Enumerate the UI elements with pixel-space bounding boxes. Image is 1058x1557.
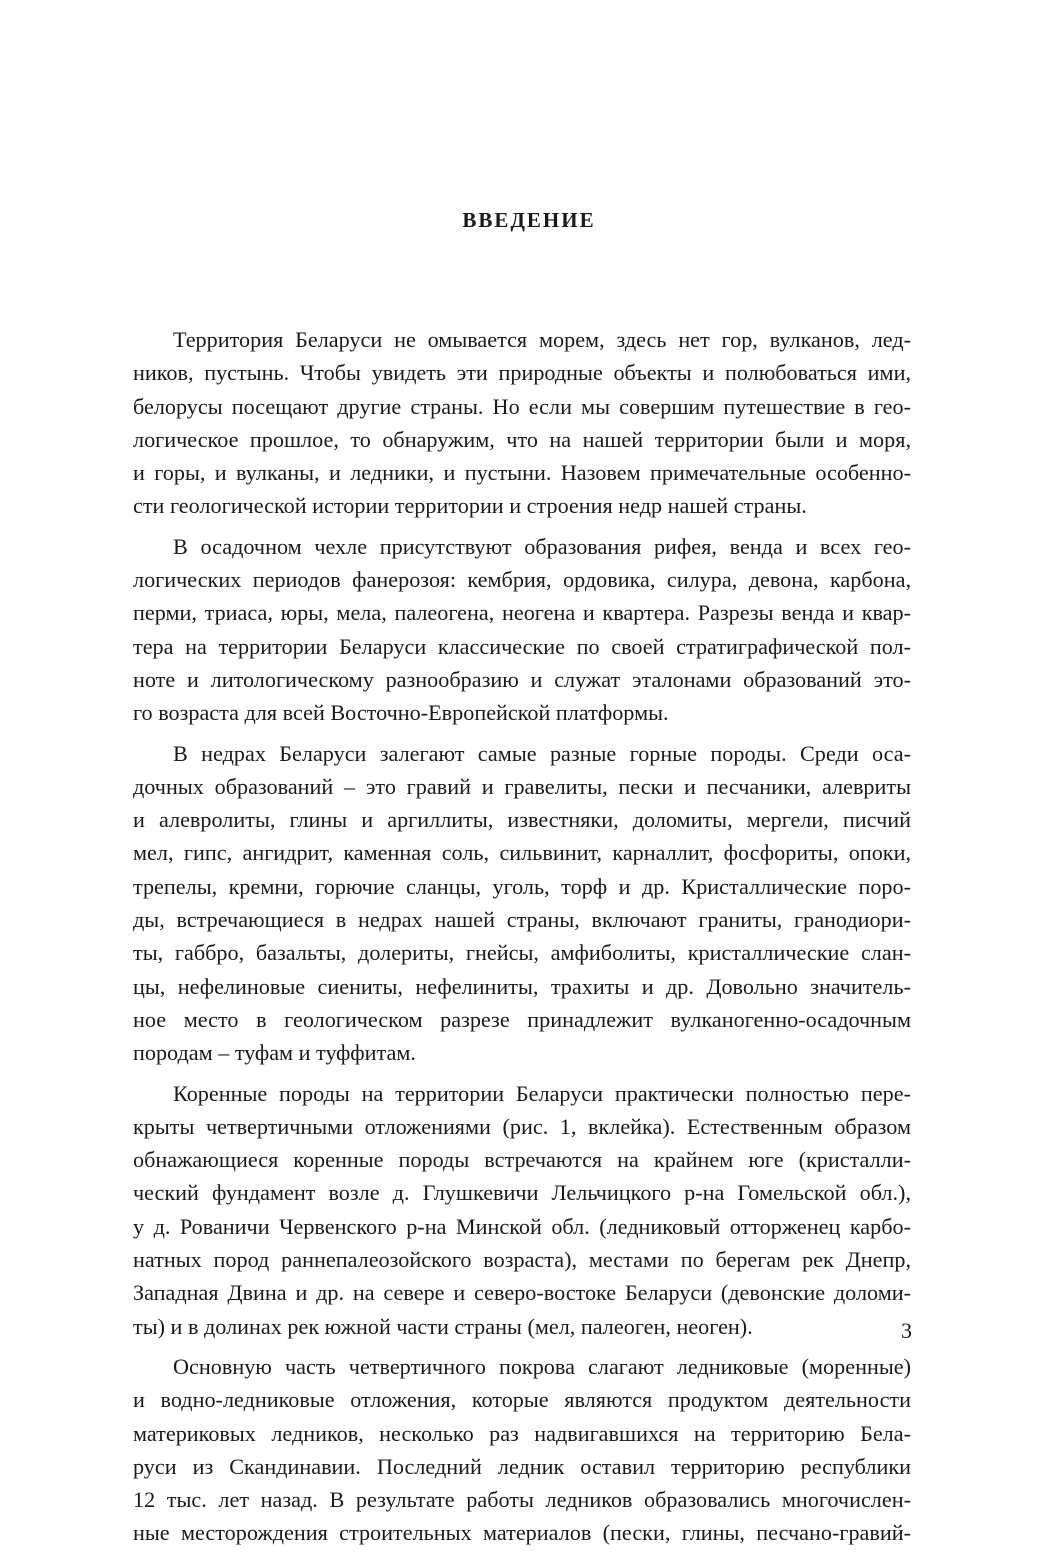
text-line: породам – туфам и туффитам.	[133, 1040, 416, 1066]
text-line: натных пород раннепалеозойского возраста), местами по берегам рек Днепр,	[133, 1247, 911, 1273]
text-line: Основную часть четвертичного покрова слагают ледниковые (моренные)	[173, 1353, 911, 1379]
text-line: логическое прошлое, то обнаружим, что на нашей территории были и моря,	[133, 426, 911, 452]
text-line: В осадочном чехле присутствуют образования рифея, венда и всех гео-	[173, 533, 911, 559]
text-line: ды, встречающиеся в недрах нашей страны, включают граниты, гранодиори-	[133, 907, 911, 933]
text-line: ников, пустынь. Чтобы увидеть эти природные объекты и полюбоваться ими,	[133, 360, 911, 386]
text-line: руси из Скандинавии. Последний ледник оставил территорию республики	[133, 1453, 911, 1479]
text-line: ное место в геологическом разрезе принадлежит вулканогенно-осадочным	[133, 1006, 911, 1032]
text-line: ческий фундамент возле д. Глушкевичи Лельчицкого р-на Гомельской обл.),	[133, 1180, 911, 1206]
chapter-heading: ВВЕДЕНИЕ	[462, 208, 596, 232]
text-line: Западная Двина и др. на севере и северо-востоке Беларуси (девонские доломи-	[133, 1280, 911, 1306]
text-line: дочных образований – это гравий и гравелиты, пески и песчаники, алевриты	[133, 773, 911, 799]
text-line: ты) и в долинах рек южной части страны (мел, палеоген, неоген).	[133, 1313, 753, 1339]
paragraph-5	[133, 1350, 911, 1550]
text-line: Коренные породы на территории Беларуси практически полностью пере-	[173, 1080, 911, 1106]
text-line: и алевролиты, глины и аргиллиты, известняки, доломиты, мергели, писчий	[133, 807, 911, 833]
text-line: трепелы, кремни, горючие сланцы, уголь, торф и др. Кристаллические поро-	[133, 873, 911, 899]
text-line: обнажающиеся коренные породы встречаются на крайнем юге (кристалли-	[133, 1147, 911, 1173]
text-line: материковых ледников, несколько раз надвигавшихся на территорию Бела-	[133, 1420, 911, 1446]
text-line: В недрах Беларуси залегают самые разные горные породы. Среди оса-	[173, 740, 911, 766]
text-line: мел, гипс, ангидрит, каменная соль, сильвинит, карналлит, фосфориты, опоки,	[133, 840, 911, 866]
text-line: ные месторождения строительных материалов (пески, глины, песчано-гравий-	[133, 1520, 911, 1546]
paragraph-1	[133, 323, 911, 523]
text-line: 12 тыс. лет назад. В результате работы ледников образовались многочислен-	[133, 1487, 911, 1513]
text-line: крыты четвертичными отложениями (рис. 1, вклейка). Естественным образом	[133, 1113, 911, 1139]
text-line: ноте и литологическому разнообразию и служат эталонами образований это-	[133, 666, 911, 692]
paragraph-2	[133, 530, 911, 730]
text-line: цы, нефелиновые сиениты, нефелиниты, трахиты и др. Довольно значитель-	[133, 973, 911, 999]
paragraph-4	[133, 1077, 911, 1343]
page-number: 3	[901, 1318, 912, 1343]
text-line: белорусы посещают другие страны. Но если мы совершим путешествие в гео-	[133, 393, 911, 419]
text-line: сти геологической истории территории и строения недр нашей страны.	[133, 493, 807, 519]
paragraph-3	[133, 737, 911, 1070]
text-line: го возраста для всей Восточно-Европейской платформы.	[133, 700, 669, 726]
text-line: перми, триаса, юры, мела, палеогена, неогена и квартера. Разрезы венда и квар-	[133, 600, 911, 626]
text-line: логических периодов фанерозоя: кембрия, ордовика, силура, девона, карбона,	[133, 567, 911, 593]
text-line: тера на территории Беларуси классические по своей стратиграфической пол-	[133, 633, 911, 659]
text-line: и горы, и вулканы, и ледники, и пустыни. Назовем примечательные особенно-	[133, 460, 911, 486]
text-line: у д. Рованичи Червенского р-на Минской обл. (ледниковый отторженец карбо-	[133, 1213, 911, 1239]
text-line: и водно-ледниковые отложения, которые являются продуктом деятельности	[133, 1387, 911, 1413]
text-line: Территория Беларуси не омывается морем, здесь нет гор, вулканов, лед-	[173, 327, 911, 352]
body-text	[133, 323, 911, 1557]
text-line: ты, габбро, базальты, долериты, гнейсы, амфиболиты, кристаллические слан-	[133, 940, 911, 966]
